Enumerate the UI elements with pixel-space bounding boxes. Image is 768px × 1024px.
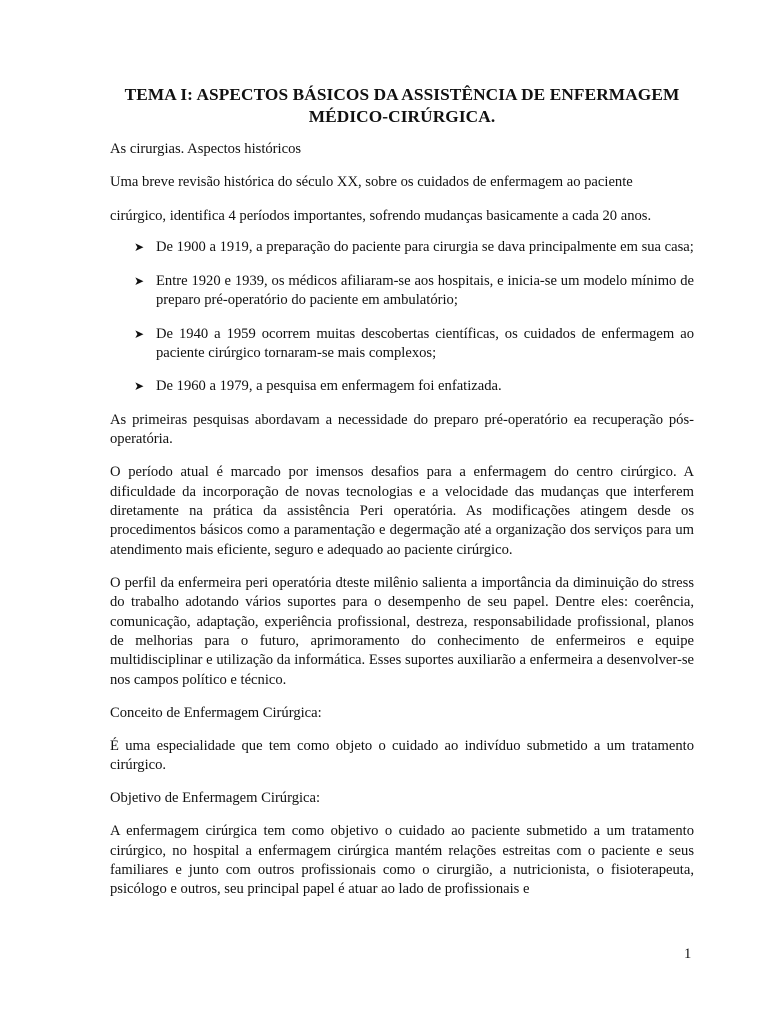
list-item [110, 272, 694, 311]
list-item-text: De 1960 a 1979, a pesquisa em enfermagem foi enfatizada. [156, 378, 502, 395]
document-title [110, 84, 694, 128]
title-line-2: MÉDICO-CIRÚRGICA. [308, 107, 496, 126]
list-item-text: De 1940 a 1959 ocorrem muitas descobertas científicas, os cuidados de enfermagem ao paciente cirúrgico tornaram-se mais complexos; [156, 325, 694, 361]
section-heading-history: As cirurgias. Aspectos históricos [110, 141, 302, 157]
paragraph-concept: É uma especialidade que tem como objeto o cuidado ao indivíduo submetido a um tratamento cirúrgico. [110, 737, 694, 774]
paragraph-current-period: O período atual é marcado por imensos desafios para a enfermagem do centro cirúrgico. A dificuldade da incorporação de novas tecnologias e a velocidade das mudanças que interferem diretamente na prática da assistência Peri operatória. As modificações atingem desde os procedimentos básicos como a paramentação e degermação até a organização dos serviços para um atendimento mais eficiente, seguro e adequado ao paciente cirúrgico. [110, 464, 694, 558]
arrowhead-right-icon: ➤ [134, 273, 145, 288]
list-item-text: Entre 1920 e 1939, os médicos afiliaram-se aos hospitais, e inicia-se um modelo mínimo de preparo pré-operatório do paciente em ambulatório; [156, 272, 694, 309]
title-line-1: TEMA I: ASPECTOS BÁSICOS DA ASSISTÊNCIA DE ENFERMAGEM [124, 85, 680, 104]
list-item [110, 325, 694, 364]
intro-line-1: Uma breve revisão histórica do século XX, sobre os cuidados de enfermagem ao paciente [110, 174, 633, 190]
history-periods-list [110, 238, 694, 396]
arrowhead-right-icon: ➤ [134, 240, 145, 255]
arrowhead-right-icon: ➤ [134, 379, 145, 394]
arrowhead-right-icon: ➤ [134, 326, 145, 341]
paragraph-nurse-profile: O perfil da enfermeira peri operatória dteste milênio salienta a importância da diminuição do stress do trabalho adotando vários suportes para o desempenho de seu papel. Dentre eles: coerência, comunicação, adaptação, experiência profissional, destreza, responsabilidade profissional, planos de melhorias para o futuro, aprimoramento do conhecimento de enfermeiros e equipe multidisciplinar e utilização da informática. Esses suportes auxiliarão a enfermeira a desenvolver-se nos campos político e técnico. [110, 574, 694, 688]
paragraph-objective: A enfermagem cirúrgica tem como objetivo o cuidado ao paciente submetido a um tratamento cirúrgico, no hospital a enfermagem cirúrgica mantém relações estreitas com o paciente e seus familiares e junto com outros profissionais como o cirurgião, a nutricionista, o fisioterapeuta, psicólogo e outros, seu principal papel é atuar ao lado de profissionais e [110, 823, 694, 898]
intro-line-2: cirúrgico, identifica 4 períodos importantes, sofrendo mudanças basicamente a cada 20 anos. [110, 207, 652, 224]
document-page [110, 84, 694, 913]
paragraph-research: As primeiras pesquisas abordavam a necessidade do preparo pré-operatório ea recuperação pós-operatória. [110, 411, 694, 448]
list-item [110, 377, 694, 396]
list-item [110, 238, 694, 257]
section-heading-concept: Conceito de Enfermagem Cirúrgica: [110, 704, 322, 721]
list-item-text: De 1900 a 1919, a preparação do paciente para cirurgia se dava principalmente em sua casa; [156, 239, 694, 256]
page-number: 1 [684, 946, 692, 962]
section-heading-objective: Objetivo de Enfermagem Cirúrgica: [110, 790, 321, 807]
